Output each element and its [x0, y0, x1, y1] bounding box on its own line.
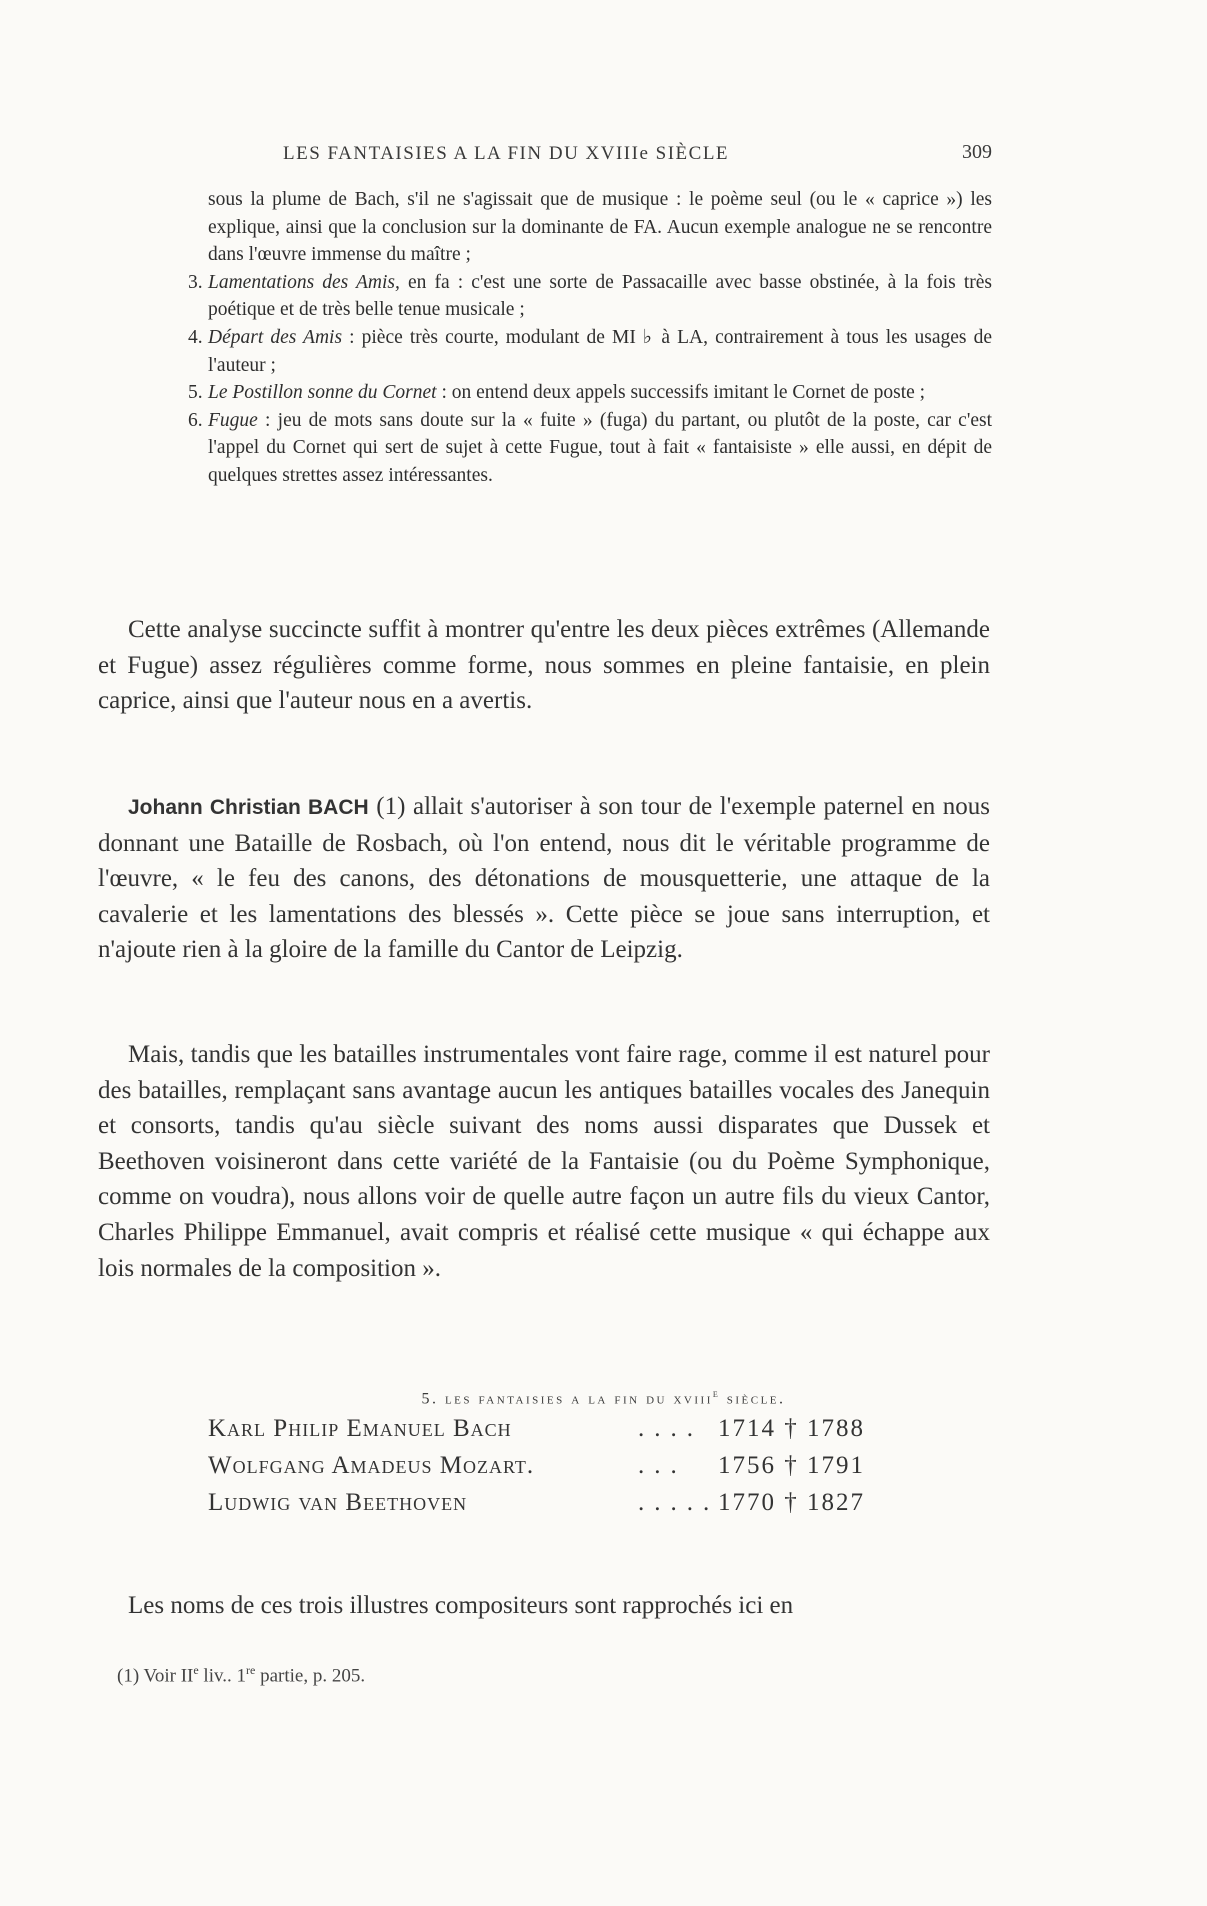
footnote-prefix: (1) Voir II — [117, 1665, 194, 1687]
item-title: Départ des Amis — [208, 326, 343, 348]
paragraph-johann-christian — [98, 789, 990, 968]
paragraph-text: Cette analyse succincte suffit à montrer qu'entre les deux pièces extrêmes (Allemande et Fugue) assez régulières comme forme, nous sommes en pleine fantaisie, en plein caprice, ainsi que l'auteur nous en a avertis. — [98, 616, 990, 715]
list-item — [188, 407, 992, 490]
footnote — [117, 1663, 365, 1687]
footnote-sup: re — [246, 1663, 256, 1677]
composer-row — [208, 1447, 908, 1484]
composer-name: Ludwig van Beethoven — [208, 1489, 468, 1516]
running-header — [200, 141, 1000, 171]
section-title: les fantaisies a la fin du xviii — [444, 1390, 713, 1408]
composer-row — [208, 1410, 908, 1447]
item-number: 4. — [188, 326, 203, 348]
running-title: LES FANTAISIES A LA FIN DU XVIIIe SIÈCLE — [283, 143, 730, 164]
footnote-mid: liv.. 1 — [198, 1665, 246, 1687]
paragraph-text — [98, 789, 990, 968]
leader-dots: .... — [638, 1415, 703, 1442]
composer-row — [208, 1484, 908, 1521]
list-intro: sous la plume de Bach, s'il ne s'agissait que de musique : le poème seul (ou le « caprice ») les explique, ainsi que la conclusion sur la dominante de FA. Aucun exemple analogue ne se rencontre dans l'œuvre immense du maître ; — [208, 189, 992, 266]
item-title: Fugue — [208, 409, 258, 431]
composer-name: Wolfgang Amadeus Mozart. — [208, 1452, 535, 1479]
paragraph-analysis — [98, 612, 990, 719]
item-number: 3. — [188, 271, 203, 293]
paragraph-text: Les noms de ces trois illustres compositeurs sont rapprochés ici en — [128, 1592, 794, 1619]
section-number: 5. — [421, 1390, 439, 1408]
list-item — [188, 269, 992, 324]
list-item — [188, 379, 992, 407]
list-item — [188, 324, 992, 379]
section-heading — [0, 1388, 1207, 1408]
composer-name: Karl Philip Emanuel Bach — [208, 1415, 512, 1442]
item-title: Le Postillon sonne du Cornet — [208, 382, 437, 404]
section-title-sup: e — [712, 1388, 721, 1400]
paragraph-body: (1) allait s'autoriser à son tour de l'exemple paternel en nous donnant une Bataille de Rosbach, où l'on entend, nous dit le véritable programme de l'œuvre, « le feu des canons, des détonations de mousquetterie, une attaque de la cavalerie et les lamentations des blessés ». Cette pièce se joue sans interruption, et n'ajoute rien à la gloire de la famille du Cantor de Leipzig. — [98, 793, 990, 964]
item-text: : pièce très courte, modulant de MI ♭ à LA, contrairement à tous les usages de l'auteur ; — [208, 326, 992, 376]
footnote-suffix: partie, p. 205. — [255, 1665, 366, 1687]
item-text: : on entend deux appels successifs imitant le Cornet de poste ; — [436, 382, 926, 404]
leader-dots: ..... — [638, 1489, 720, 1516]
analysis-list — [188, 186, 992, 490]
page-number: 309 — [962, 141, 992, 163]
closing-paragraph — [98, 1588, 990, 1623]
composer-dates: 1714 † 1788 — [718, 1415, 865, 1442]
item-number: 6. — [188, 409, 203, 431]
paragraph-batailles — [98, 1037, 990, 1286]
item-number: 5. — [188, 382, 203, 404]
composer-dates: 1770 † 1827 — [718, 1489, 865, 1516]
footnote-sup: e — [193, 1663, 199, 1677]
paragraph-text: Mais, tandis que les batailles instrumentales vont faire rage, comme il est naturel pour des batailles, remplaçant sans avantage aucun les antiques batailles vocales des Janequin et consorts, tandis qu'au siècle suivant des noms aussi disparates que Dussek et Beethoven voisineront dans cette variété de la Fantaisie (ou du Poème Symphonique, comme on voudra), nous allons voir de quelle autre façon un autre fils du vieux Cantor, Charles Philippe Emmanuel, avait compris et réalisé cette musique « qui échappe aux lois normales de la composition ». — [98, 1041, 990, 1282]
composer-name: Johann Christian BACH — [128, 796, 369, 819]
item-text: : jeu de mots sans doute sur la « fuite » (fuga) du partant, ou plutôt de la poste, car c'est l'appel du Cornet qui sert de sujet à cette Fugue, tout à fait « fantaisiste » elle aussi, en dépit de quelques strettes assez intéressantes. — [208, 409, 992, 486]
item-text: en fa : c'est une sorte de Passacaille avec basse obstinée, à la fois très poétique et de très belle tenue musicale ; — [208, 271, 992, 321]
leader-dots: ... — [638, 1452, 687, 1479]
section-title-end: siècle. — [720, 1390, 786, 1408]
composer-dates: 1756 † 1791 — [718, 1452, 865, 1479]
item-title: Lamentations des Amis, — [208, 271, 400, 293]
composer-list — [208, 1410, 908, 1521]
